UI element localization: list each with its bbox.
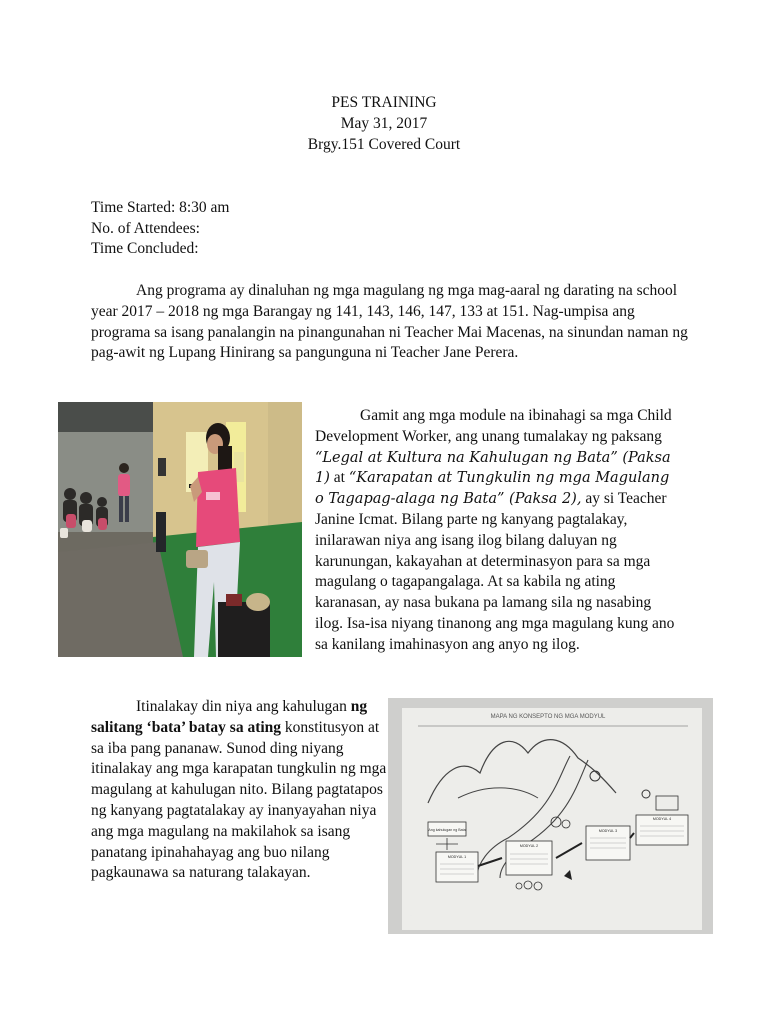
attendee-count: No. of Attendees: [91,219,200,237]
concept-map-title: MAPA NG KONSEPTO NG MGA MODYUL [490,714,606,720]
concept-map-box-label: MODYUL 4 [652,817,672,821]
text-run: konstitusyon at sa iba pang pananaw. Sunod ding niyang itinalakay ang mga karapatan tungkulin ng mga magulang at kahulugan nito. Bilang pagtatapos ng kanyang pagtatalakay ay inanyayahan niya ang mga magulang na makilahok sa isang panatang ipinahahayag ang buo nilang pagkaunawa sa naturang talakayan. [91,718,387,882]
text-run: “Legal at Kultura na Kahulugan ng Bata” (Paksa 1) [315,449,671,487]
paragraph-module-discussion [315,406,680,656]
meta-info [91,198,230,260]
concept-map-box-label: MODYUL 2 [519,844,539,848]
text-run: ay si Teacher Janine Icmat. Bilang parte ng kanyang pagtalakay, inilarawan niya ang isang ilog bilang daluyan ng karunungan, kakayahan at determinasyon para sa mga magulang o tagapangalaga. At sa kabila ng ating karanasan, ay nasa bukana pa lamang sila ng nasabing ilog. Isa-isa niyang tinanong ang mga magulang kung ano sa kanilang imahinasyon ang anyo ng ilog. [315,490,675,653]
document-venue: Brgy.151 Covered Court [307,136,461,153]
paragraph-intro [91,281,691,364]
paragraph-conclusion [91,697,391,884]
concept-map-callout: Ang kahulugan ng Bata [428,828,466,832]
concept-map-box-label: MODYUL 3 [598,829,618,833]
concept-map-box-label: MODYUL 5 [408,913,427,917]
text-run: Itinalakay din niya ang kahulugan [136,698,351,715]
speaker-photo [58,402,302,657]
text-run: “Karapatan at Tungkulin ng mga Magulang o Tagapag-alaga ng Bata” (Paksa 2), [315,470,670,508]
text-run: Ang programa ay dinaluhan ng mga magulang ng mga mag-aaral ng darating na school year 2017 – 2018 ng mga Barangay ng 141, 143, 146, 147, 133 at 151. Nag-umpisa ang programa sa isang panalangin na pinangunahan ni Teacher Mai Macenas, na sinundan naman ng pag-awit ng Lupang Hinirang sa pangunguna ni Teacher Jane Perera. [91,282,688,362]
text-run: Gamit ang mga module na ibinahagi sa mga Child Development Worker, ang unang tumalakay ng paksang [315,407,672,445]
document-title: PES TRAINING [331,94,437,111]
time-started: Time Started: 8:30 am [91,199,230,216]
concept-map-photo [388,698,713,934]
document-header [0,92,768,155]
document-date: May 31, 2017 [340,115,428,132]
text-run: at [329,469,349,487]
concept-map-box-label: MODYUL 1 [447,855,467,859]
time-concluded: Time Concluded: [91,240,199,257]
text-run: ng salitang ‘bata’ batay sa ating [91,698,368,736]
